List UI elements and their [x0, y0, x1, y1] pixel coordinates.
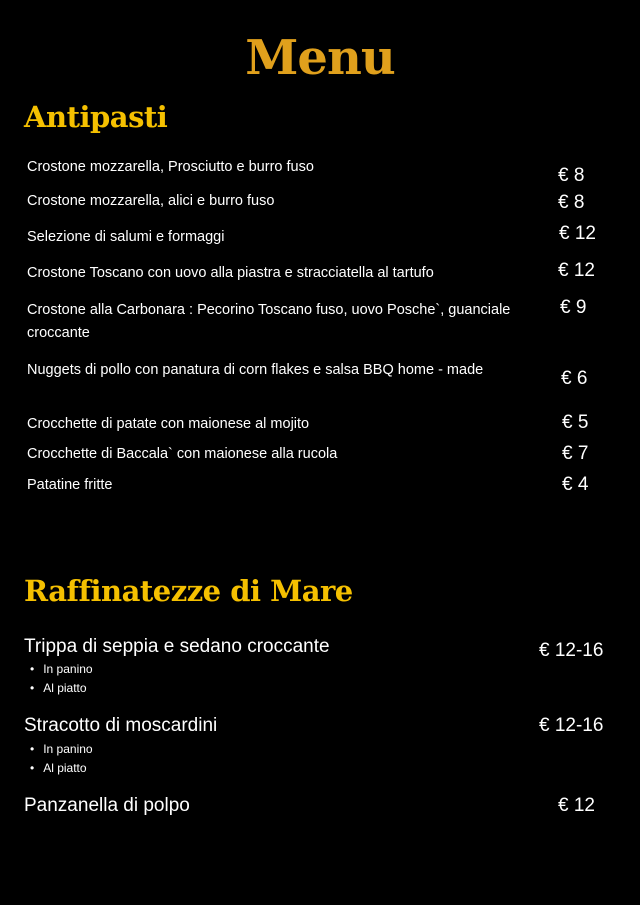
- menu-item-price: € 9: [560, 297, 587, 318]
- menu-item-name: Crostone alla Carbonara : Pecorino Toscano fuso, uovo Posche`, guanciale croccante: [27, 302, 511, 341]
- menu-item-price: € 4: [562, 474, 589, 495]
- section-heading-mare: Raffinatezze di Mare: [24, 574, 353, 608]
- menu-item-name: Selezione di salumi e formaggi: [27, 229, 225, 245]
- menu-item-price: € 8: [558, 192, 585, 213]
- menu-item-name: Panzanella di polpo: [24, 795, 190, 816]
- menu-item-name: Crostone mozzarella, Prosciutto e burro fuso: [27, 159, 314, 175]
- menu-item-name: Nuggets di pollo con panatura di corn flakes e salsa BBQ home - made: [27, 362, 484, 378]
- menu-item-price: € 12-16: [539, 640, 604, 661]
- menu-item-price: € 12: [558, 795, 595, 816]
- menu-item-price: € 8: [558, 165, 585, 186]
- menu-item-price: € 12: [558, 260, 595, 281]
- menu-item-price: € 5: [562, 412, 589, 433]
- menu-item-name: Crostone mozzarella, alici e burro fuso: [27, 193, 275, 209]
- menu-item-name: Trippa di seppia e sedano croccante: [24, 636, 330, 657]
- section-heading-antipasti: Antipasti: [24, 100, 168, 134]
- menu-item-name: Patatine fritte: [27, 477, 113, 493]
- option-item: • Al piatto: [30, 759, 93, 778]
- menu-item-name: Crocchette di patate con maionese al mojito: [27, 416, 310, 432]
- option-item: • Al piatto: [30, 679, 93, 698]
- menu-item-name: Crocchette di Baccala` con maionese alla rucola: [27, 446, 338, 462]
- menu-item-price: € 12: [559, 223, 596, 244]
- option-item: • In panino: [30, 740, 93, 759]
- menu-item-price: € 7: [562, 443, 589, 464]
- option-list: [30, 660, 93, 697]
- menu-item-name: Stracotto di moscardini: [24, 715, 218, 736]
- option-item: • In panino: [30, 660, 93, 679]
- menu-item-price: € 12-16: [539, 715, 604, 736]
- option-list: [30, 740, 93, 777]
- menu-item-price: € 6: [561, 368, 588, 389]
- menu-item-name: Crostone Toscano con uovo alla piastra e stracciatella al tartufo: [27, 265, 434, 281]
- menu-title: Menu: [245, 30, 395, 86]
